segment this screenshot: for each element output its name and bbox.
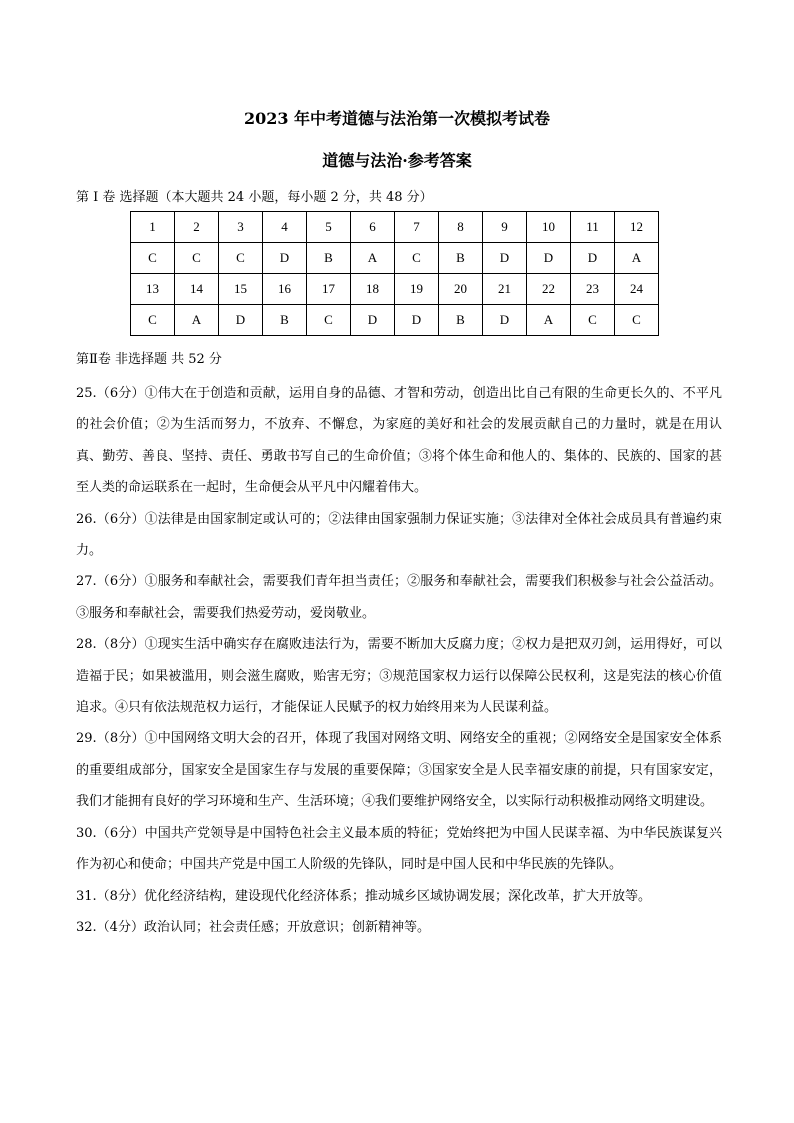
- answer-key-cell: C: [571, 305, 615, 336]
- question-number-cell: 18: [351, 274, 395, 305]
- answer-key-cell: C: [131, 243, 175, 274]
- question-number-cell: 1: [131, 212, 175, 243]
- question-number-cell: 20: [439, 274, 483, 305]
- question-number-cell: 5: [307, 212, 351, 243]
- answer-key-cell: B: [263, 305, 307, 336]
- answer-30: 30.（6分）中国共产党领导是中国特色社会主义最本质的特征；党始终把为中国人民谋幸福、为中华民族谋复兴作为初心和使命；中国共产党是中国工人阶级的先锋队，同时是中国人民和中华民族的先锋队。: [76, 825, 722, 873]
- answer-key-row: [131, 243, 659, 274]
- answer-key-cell: C: [131, 305, 175, 336]
- part1-heading: 第 I 卷 选择题（本大题共 24 小题，每小题 2 分，共 48 分）: [76, 190, 433, 205]
- question-number-cell: 3: [219, 212, 263, 243]
- answer-key-cell: C: [307, 305, 351, 336]
- answer-table: [130, 211, 659, 336]
- answer-list: [76, 378, 722, 943]
- question-number-cell: 8: [439, 212, 483, 243]
- answer-key-cell: D: [527, 243, 571, 274]
- answer-key-cell: B: [307, 243, 351, 274]
- answer-key-cell: C: [395, 243, 439, 274]
- answer-key-cell: B: [439, 243, 483, 274]
- answer-key-cell: D: [483, 243, 527, 274]
- answer-key-cell: D: [263, 243, 307, 274]
- answer-key-cell: D: [483, 305, 527, 336]
- answer-key-cell: D: [571, 243, 615, 274]
- question-number-cell: 16: [263, 274, 307, 305]
- question-number-cell: 15: [219, 274, 263, 305]
- answer-key-cell: A: [175, 305, 219, 336]
- answer-key-cell: A: [527, 305, 571, 336]
- question-number-row: [131, 274, 659, 305]
- question-number-cell: 22: [527, 274, 571, 305]
- answer-27: 27.（6分）①服务和奉献社会，需要我们青年担当责任；②服务和奉献社会，需要我们积极参与社会公益活动。③服务和奉献社会，需要我们热爱劳动，爱岗敬业。: [76, 574, 722, 621]
- question-number-cell: 4: [263, 212, 307, 243]
- part2-heading: 第Ⅱ卷 非选择题 共 52 分: [76, 352, 222, 367]
- answer-key-cell: C: [175, 243, 219, 274]
- answer-key-cell: D: [395, 305, 439, 336]
- answer-29: 29.（8分）①中国网络文明大会的召开，体现了我国对网络文明、网络安全的重视；②网络安全是国家安全体系的重要组成部分，国家安全是国家生存与发展的重要保障；③国家安全是人民幸福安康的前提，只有国家安定，我们才能拥有良好的学习环境和生产、生活环境；④我们要维护网络安全，以实际行动积极推动网络文明建设。: [76, 731, 722, 810]
- question-number-cell: 14: [175, 274, 219, 305]
- question-number-cell: 13: [131, 274, 175, 305]
- question-number-cell: 24: [615, 274, 659, 305]
- answer-26: 26.（6分）①法律是由国家制定或认可的；②法律由国家强制力保证实施；③法律对全体社会成员具有普遍约束力。: [76, 511, 722, 559]
- answer-key-cell: A: [351, 243, 395, 274]
- question-number-cell: 17: [307, 274, 351, 305]
- answer-key-cell: D: [219, 305, 263, 336]
- answer-key-cell: A: [615, 243, 659, 274]
- question-number-cell: 2: [175, 212, 219, 243]
- answer-32: 32.（4分）政治认同；社会责任感；开放意识；创新精神等。: [76, 919, 430, 935]
- answer-28: 28.（8分）①现实生活中确实存在腐败违法行为，需要不断加大反腐力度；②权力是把双刃剑，运用得好，可以造福于民；如果被滥用，则会滋生腐败，贻害无穷；③规范国家权力运行以保障公民权利，这是宪法的核心价值追求。④只有依法规范权力运行，才能保证人民赋予的权力始终用来为人民谋利益。: [76, 637, 722, 716]
- question-number-row: [131, 212, 659, 243]
- question-number-cell: 23: [571, 274, 615, 305]
- answer-key-cell: C: [219, 243, 263, 274]
- question-number-cell: 12: [615, 212, 659, 243]
- page-title: 2023 年中考道德与法治第一次模拟考试卷: [243, 109, 551, 128]
- answer-31: 31.（8分）优化经济结构，建设现代化经济体系；推动城乡区域协调发展；深化改革，扩大开放等。: [76, 888, 651, 904]
- question-number-cell: 6: [351, 212, 395, 243]
- answer-key-row: [131, 305, 659, 336]
- question-number-cell: 7: [395, 212, 439, 243]
- question-number-cell: 19: [395, 274, 439, 305]
- question-number-cell: 11: [571, 212, 615, 243]
- page-subtitle: 道德与法治·参考答案: [322, 151, 472, 170]
- question-number-cell: 21: [483, 274, 527, 305]
- answer-25: 25.（6分）①伟大在于创造和贡献，运用自身的品德、才智和劳动，创造出比自己有限的生命更长久的、不平凡的社会价值；②为生活而努力，不放弃、不懈怠，为家庭的美好和社会的发展贡献自己的力量时，就是在用认真、勤劳、善良、坚持、责任、勇敢书写自己的生命价值；③将个体生命和他人的、集体的、民族的、国家的甚至人类的命运联系在一起时，生命便会从平凡中闪耀着伟大。: [76, 386, 722, 496]
- answer-key-cell: D: [351, 305, 395, 336]
- question-number-cell: 9: [483, 212, 527, 243]
- question-number-cell: 10: [527, 212, 571, 243]
- answer-key-cell: B: [439, 305, 483, 336]
- answer-key-cell: C: [615, 305, 659, 336]
